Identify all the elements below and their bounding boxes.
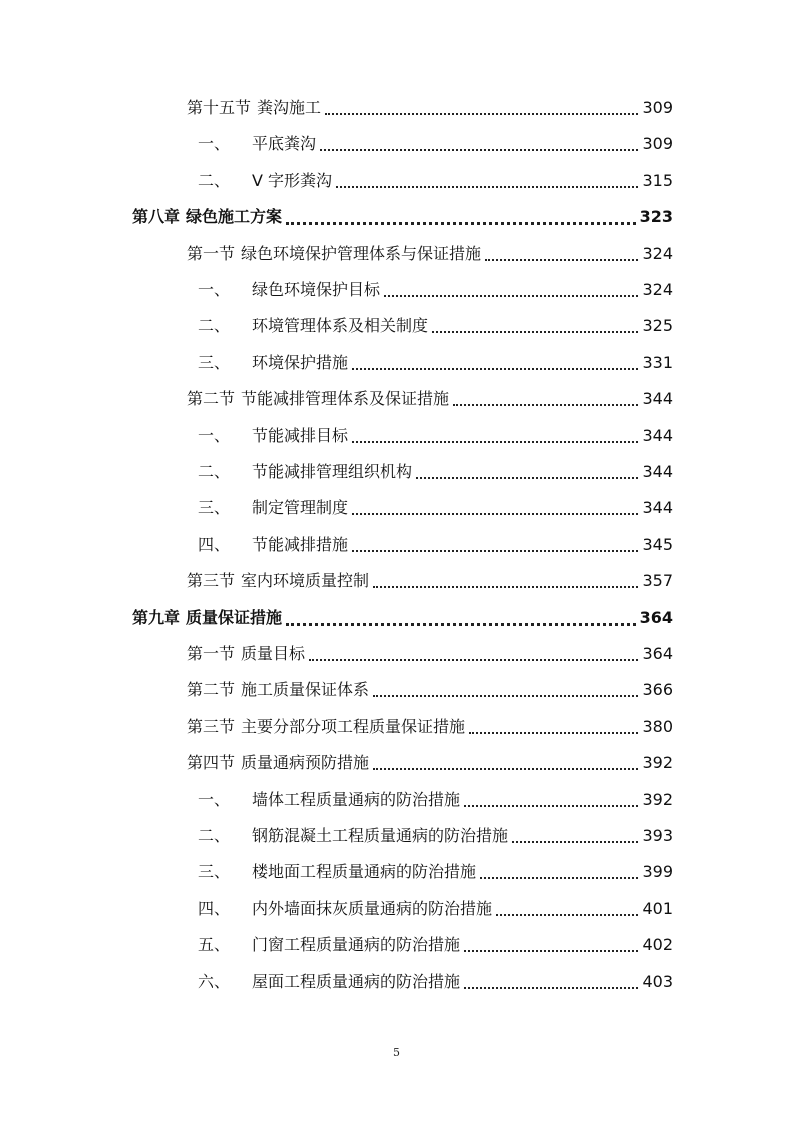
toc-entry-item[interactable]	[198, 782, 673, 818]
toc-entry-page: 380	[642, 717, 673, 736]
toc-entry-title: 门窗工程质量通病的防治措施	[252, 935, 461, 954]
page-number: 5	[393, 1046, 400, 1059]
toc-entry-page: 344	[642, 426, 673, 445]
toc-entry-title: 屋面工程质量通病的防治措施	[252, 972, 461, 991]
toc-entry-number: 第二节	[187, 680, 236, 699]
toc-entry-item[interactable]	[198, 454, 673, 490]
toc-entry-page: 315	[642, 171, 673, 190]
toc-entry-section[interactable]	[187, 381, 673, 417]
toc-entry-number: 二、	[198, 171, 231, 190]
dot-leader	[453, 402, 638, 406]
toc-entry-page: 324	[642, 244, 673, 263]
toc-entry-page: 364	[642, 644, 673, 663]
toc-entry-page: 402	[642, 935, 673, 954]
toc-entry-title: 内外墙面抹灰质量通病的防治措施	[252, 899, 493, 918]
toc-entry-number: 三、	[198, 498, 231, 517]
toc-entry-item[interactable]	[198, 891, 673, 927]
dot-leader	[373, 693, 638, 697]
toc-entry-number: 一、	[198, 280, 231, 299]
dot-leader	[352, 439, 638, 443]
toc-entry-title: 节能减排管理组织机构	[252, 462, 413, 481]
toc-entry-number: 二、	[198, 462, 231, 481]
toc-entry-title: 环境管理体系及相关制度	[252, 316, 429, 335]
toc-entry-number: 第三节	[187, 571, 236, 590]
toc-entry-item[interactable]	[198, 818, 673, 854]
toc-entry-page: 357	[642, 571, 673, 590]
toc-entry-section[interactable]	[187, 236, 673, 272]
toc-entry-number: 二、	[198, 316, 231, 335]
toc-entry-number: 第九章	[132, 608, 181, 627]
toc-entry-page: 366	[642, 680, 673, 699]
toc-entry-item[interactable]	[198, 927, 673, 963]
toc-entry-item[interactable]	[198, 163, 673, 199]
toc-entry-section[interactable]	[187, 745, 673, 781]
toc-entry-page: 392	[642, 753, 673, 772]
toc-entry-item[interactable]	[198, 964, 673, 1000]
toc-entry-number: 二、	[198, 826, 231, 845]
toc-entry-item[interactable]	[198, 345, 673, 381]
toc-entry-item[interactable]	[198, 126, 673, 162]
toc-entry-page: 403	[642, 972, 673, 991]
toc-entry-page: 392	[642, 790, 673, 809]
toc-entry-number: 一、	[198, 426, 231, 445]
toc-entry-number: 第一节	[187, 644, 236, 663]
toc-entry-page: 344	[642, 389, 673, 408]
toc-entry-page: 345	[642, 535, 673, 554]
toc-entry-title: 质量保证措施	[186, 608, 283, 627]
toc-entry-number: 第二节	[187, 389, 236, 408]
dot-leader	[485, 257, 638, 261]
toc-entry-number: 第三节	[187, 717, 236, 736]
toc-entry-number: 一、	[198, 790, 231, 809]
toc-entry-section[interactable]	[187, 636, 673, 672]
dot-leader	[336, 184, 638, 188]
toc-entry-number: 三、	[198, 353, 231, 372]
toc-entry-page: 401	[642, 899, 673, 918]
toc-entry-page: 344	[642, 462, 673, 481]
toc-entry-title: 绿色环境保护目标	[252, 280, 381, 299]
toc-entry-page: 344	[642, 498, 673, 517]
toc-entry-title: 质量通病预防措施	[241, 753, 370, 772]
dot-leader	[432, 329, 638, 333]
dot-leader	[496, 912, 638, 916]
toc-entry-title: 环境保护措施	[252, 353, 349, 372]
dot-leader	[464, 803, 638, 807]
toc-entry-item[interactable]	[198, 854, 673, 890]
toc-entry-title: 节能减排措施	[252, 535, 349, 554]
toc-entry-title: 主要分部分项工程质量保证措施	[241, 717, 466, 736]
toc-entry-title: 绿色环境保护管理体系与保证措施	[241, 244, 482, 263]
dot-leader	[512, 839, 638, 843]
toc-entry-number: 第四节	[187, 753, 236, 772]
toc-entry-title: 室内环境质量控制	[241, 571, 370, 590]
toc-entry-page: 399	[642, 862, 673, 881]
toc-entry-number: 六、	[198, 972, 231, 991]
toc-entry-page: 393	[642, 826, 673, 845]
toc-entry-page: 309	[642, 98, 673, 117]
dot-leader	[309, 657, 638, 661]
toc-entry-section[interactable]	[187, 563, 673, 599]
toc-entry-item[interactable]	[198, 527, 673, 563]
toc-entry-title: 节能减排目标	[252, 426, 349, 445]
toc-entry-item[interactable]	[198, 308, 673, 344]
toc-entry-title: 施工质量保证体系	[241, 680, 370, 699]
toc-entry-page: 325	[642, 316, 673, 335]
toc-entry-title: V 字形粪沟	[252, 171, 333, 190]
toc-entry-section[interactable]	[187, 709, 673, 745]
toc-entry-page: 309	[642, 134, 673, 153]
toc-entry-title: 钢筋混凝土工程质量通病的防治措施	[252, 826, 509, 845]
dot-leader	[352, 366, 638, 370]
toc-entry-number: 四、	[198, 535, 231, 554]
dot-leader	[469, 730, 638, 734]
dot-leader	[373, 584, 638, 588]
toc-entry-number: 五、	[198, 935, 231, 954]
dot-leader	[320, 147, 638, 151]
dot-leader	[325, 111, 638, 115]
toc-entry-item[interactable]	[198, 490, 673, 526]
toc-entry-page: 324	[642, 280, 673, 299]
toc-entry-number: 四、	[198, 899, 231, 918]
toc-entry-title: 节能减排管理体系及保证措施	[241, 389, 450, 408]
toc-entry-item[interactable]	[198, 272, 673, 308]
toc-entry-item[interactable]	[198, 418, 673, 454]
toc-entry-chapter[interactable]	[132, 600, 673, 636]
dot-leader	[352, 548, 638, 552]
dot-leader	[464, 985, 638, 989]
toc-entry-number: 三、	[198, 862, 231, 881]
toc-entry-number: 第一节	[187, 244, 236, 263]
toc-entry-section[interactable]	[187, 672, 673, 708]
dot-leader	[286, 220, 636, 225]
toc-entry-title: 粪沟施工	[257, 98, 322, 117]
toc-entry-page: 323	[639, 207, 673, 226]
toc-entry-number: 一、	[198, 134, 231, 153]
toc-entry-section[interactable]	[187, 90, 673, 126]
toc-entry-number: 第十五节	[187, 98, 252, 117]
toc-entry-page: 364	[639, 608, 673, 627]
toc-entry-title: 楼地面工程质量通病的防治措施	[252, 862, 477, 881]
dot-leader	[373, 766, 638, 770]
toc-entry-title: 平底粪沟	[252, 134, 317, 153]
dot-leader	[384, 293, 638, 297]
dot-leader	[352, 511, 638, 515]
toc-entry-title: 墙体工程质量通病的防治措施	[252, 790, 461, 809]
toc-entry-number: 第八章	[132, 207, 181, 226]
dot-leader	[480, 875, 638, 879]
dot-leader	[286, 621, 636, 626]
toc-entry-title: 质量目标	[241, 644, 306, 663]
dot-leader	[416, 475, 638, 479]
toc-entry-chapter[interactable]	[132, 199, 673, 235]
dot-leader	[464, 948, 638, 952]
toc-entry-page: 331	[642, 353, 673, 372]
toc-entry-title: 绿色施工方案	[186, 207, 283, 226]
toc-entry-title: 制定管理制度	[252, 498, 349, 517]
